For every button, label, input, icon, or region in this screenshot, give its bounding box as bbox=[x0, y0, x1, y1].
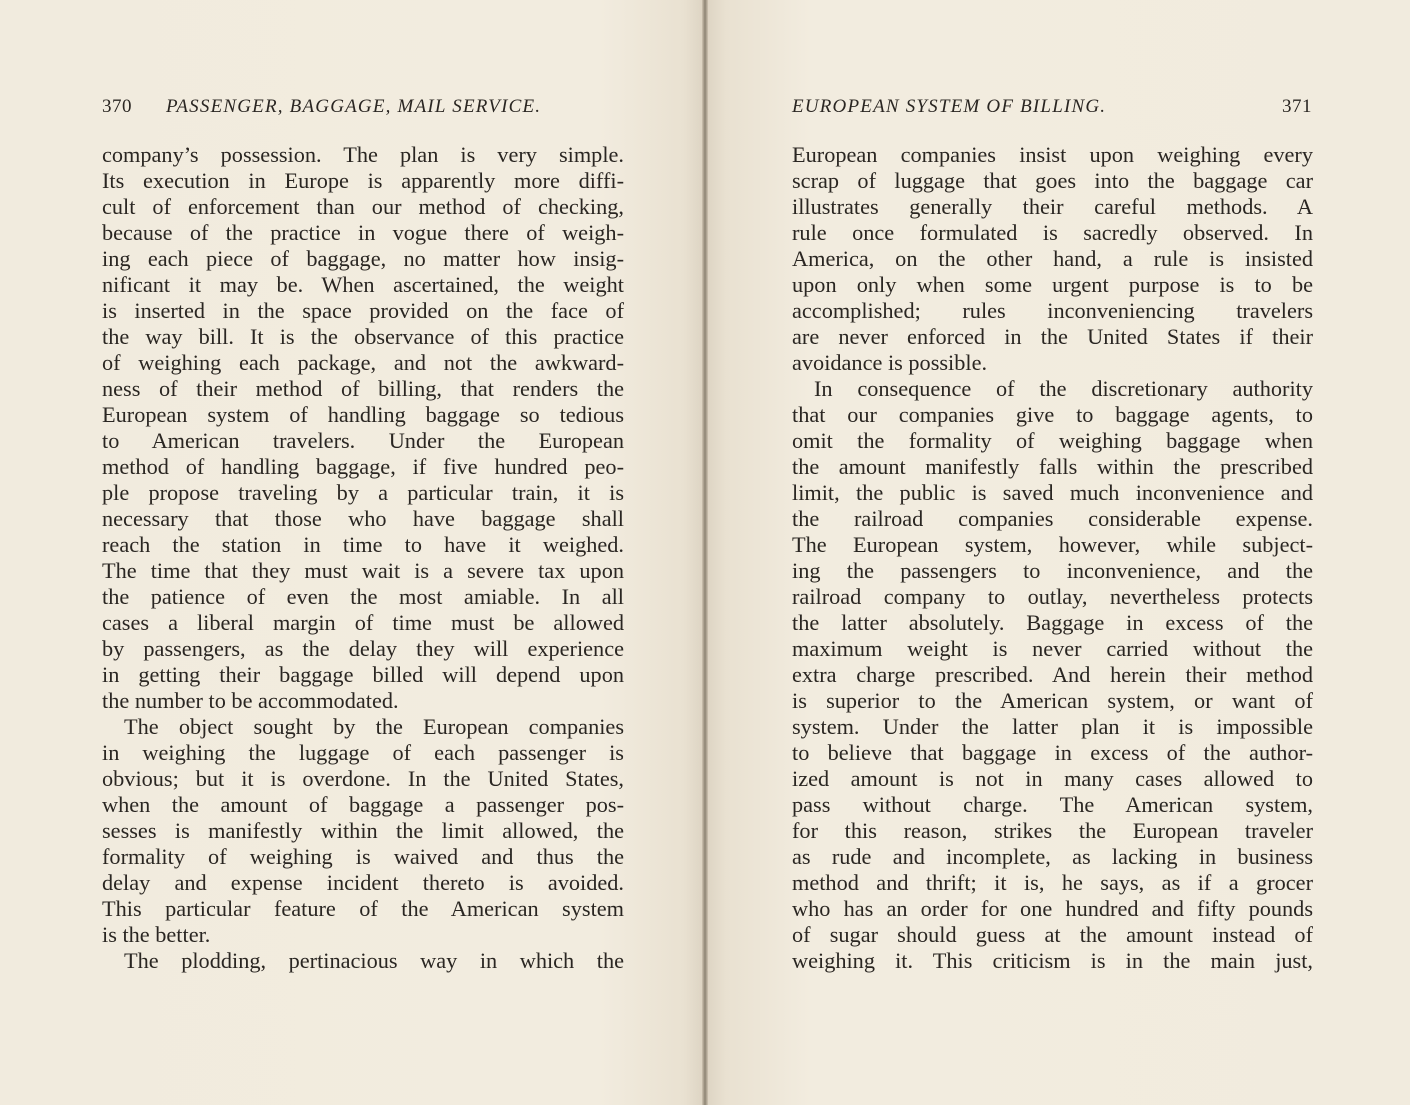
running-head-right: EUROPEAN SYSTEM OF BILLING. bbox=[792, 96, 1107, 117]
text-line: In consequence of the discretionary authority bbox=[814, 376, 1313, 401]
text-line: for this reason, strikes the European traveler bbox=[792, 818, 1313, 843]
right-page bbox=[705, 0, 1410, 1105]
text-line: formality of weighing is waived and thus the bbox=[102, 844, 624, 869]
book-gutter bbox=[702, 0, 708, 1105]
text-line: the patience of even the most amiable. In all bbox=[102, 584, 624, 609]
text-line: European system of handling baggage so tedious bbox=[102, 402, 624, 427]
text-line: of weighing each package, and not the awkward- bbox=[102, 350, 624, 375]
text-line: necessary that those who have baggage shall bbox=[102, 506, 624, 531]
text-line: ing each piece of baggage, no matter how insig- bbox=[102, 246, 624, 271]
text-line: ized amount is not in many cases allowed to bbox=[792, 766, 1313, 791]
page-number-left: 370 bbox=[102, 96, 132, 117]
text-line: as rude and incomplete, as lacking in business bbox=[792, 844, 1313, 869]
text-line: illustrates generally their careful methods. A bbox=[792, 194, 1313, 219]
text-line: sesses is manifestly within the limit allowed, the bbox=[102, 818, 624, 843]
text-line: that our companies give to baggage agents, to bbox=[792, 402, 1313, 427]
text-line: are never enforced in the United States if their bbox=[792, 324, 1313, 349]
text-line: the amount manifestly falls within the prescribed bbox=[792, 454, 1313, 479]
text-line: by passengers, as the delay they will experience bbox=[102, 636, 624, 661]
text-line: in getting their baggage billed will depend upon bbox=[102, 662, 624, 687]
text-line: railroad company to outlay, nevertheless protects bbox=[792, 584, 1313, 609]
text-line: The European system, however, while subject- bbox=[792, 532, 1313, 557]
text-line: scrap of luggage that goes into the baggage car bbox=[792, 168, 1313, 193]
text-line: to American travelers. Under the European bbox=[102, 428, 624, 453]
text-line: European companies insist upon weighing every bbox=[792, 142, 1313, 167]
text-line: cult of enforcement than our method of checking, bbox=[102, 194, 624, 219]
text-line: extra charge prescribed. And herein their method bbox=[792, 662, 1313, 687]
running-head-left: PASSENGER, BAGGAGE, MAIL SERVICE. bbox=[166, 96, 542, 117]
text-line: omit the formality of weighing baggage when bbox=[792, 428, 1313, 453]
text-line: maximum weight is never carried without the bbox=[792, 636, 1313, 661]
text-line: The object sought by the European companies bbox=[124, 714, 624, 739]
text-line: delay and expense incident thereto is avoided. bbox=[102, 870, 624, 895]
left-page-header bbox=[102, 96, 624, 126]
text-line: because of the practice in vogue there of weigh- bbox=[102, 220, 624, 245]
text-line: who has an order for one hundred and fifty pounds bbox=[792, 896, 1313, 921]
text-line: company’s possession. The plan is very simple. bbox=[102, 142, 624, 167]
text-line: when the amount of baggage a passenger pos- bbox=[102, 792, 624, 817]
text-line: the latter absolutely. Baggage in excess of the bbox=[792, 610, 1313, 635]
text-line: the railroad companies considerable expense. bbox=[792, 506, 1313, 531]
text-line: The plodding, pertinacious way in which the bbox=[124, 948, 624, 973]
text-line: ing the passengers to inconvenience, and the bbox=[792, 558, 1313, 583]
text-line: ness of their method of billing, that renders the bbox=[102, 376, 624, 401]
text-line: The time that they must wait is a severe tax upon bbox=[102, 558, 624, 583]
right-page-body bbox=[792, 142, 1313, 974]
text-line: This particular feature of the American system bbox=[102, 896, 624, 921]
text-line: reach the station in time to have it weighed. bbox=[102, 532, 624, 557]
text-line: accomplished; rules inconveniencing travelers bbox=[792, 298, 1313, 323]
page-number-right: 371 bbox=[1282, 96, 1312, 117]
text-line: ple propose traveling by a particular train, it is bbox=[102, 480, 624, 505]
text-line: obvious; but it is overdone. In the United States, bbox=[102, 766, 624, 791]
text-line: is inserted in the space provided on the face of bbox=[102, 298, 624, 323]
text-line: method of handling baggage, if five hundred peo- bbox=[102, 454, 624, 479]
text-line: to believe that baggage in excess of the author- bbox=[792, 740, 1313, 765]
text-line: the way bill. It is the observance of this practice bbox=[102, 324, 624, 349]
text-line: avoidance is possible. bbox=[792, 350, 988, 375]
text-line: weighing it. This criticism is in the main just, bbox=[792, 948, 1313, 973]
text-line: limit, the public is saved much inconvenience and bbox=[792, 480, 1313, 505]
left-page-body bbox=[102, 142, 624, 974]
text-line: pass without charge. The American system, bbox=[792, 792, 1313, 817]
text-line: rule once formulated is sacredly observed. In bbox=[792, 220, 1313, 245]
text-line: Its execution in Europe is apparently more diffi- bbox=[102, 168, 624, 193]
text-line: in weighing the luggage of each passenger is bbox=[102, 740, 624, 765]
text-line: nificant it may be. When ascertained, the weight bbox=[102, 272, 624, 297]
text-line: method and thrift; it is, he says, as if a grocer bbox=[792, 870, 1313, 895]
right-page-header bbox=[792, 96, 1312, 126]
text-line: is the better. bbox=[102, 922, 211, 947]
text-line: cases a liberal margin of time must be allowed bbox=[102, 610, 624, 635]
text-line: system. Under the latter plan it is impossible bbox=[792, 714, 1313, 739]
text-line: America, on the other hand, a rule is insisted bbox=[792, 246, 1313, 271]
text-line: is superior to the American system, or want of bbox=[792, 688, 1313, 713]
text-line: of sugar should guess at the amount instead of bbox=[792, 922, 1313, 947]
text-line: upon only when some urgent purpose is to be bbox=[792, 272, 1313, 297]
text-line: the number to be accommodated. bbox=[102, 688, 399, 713]
